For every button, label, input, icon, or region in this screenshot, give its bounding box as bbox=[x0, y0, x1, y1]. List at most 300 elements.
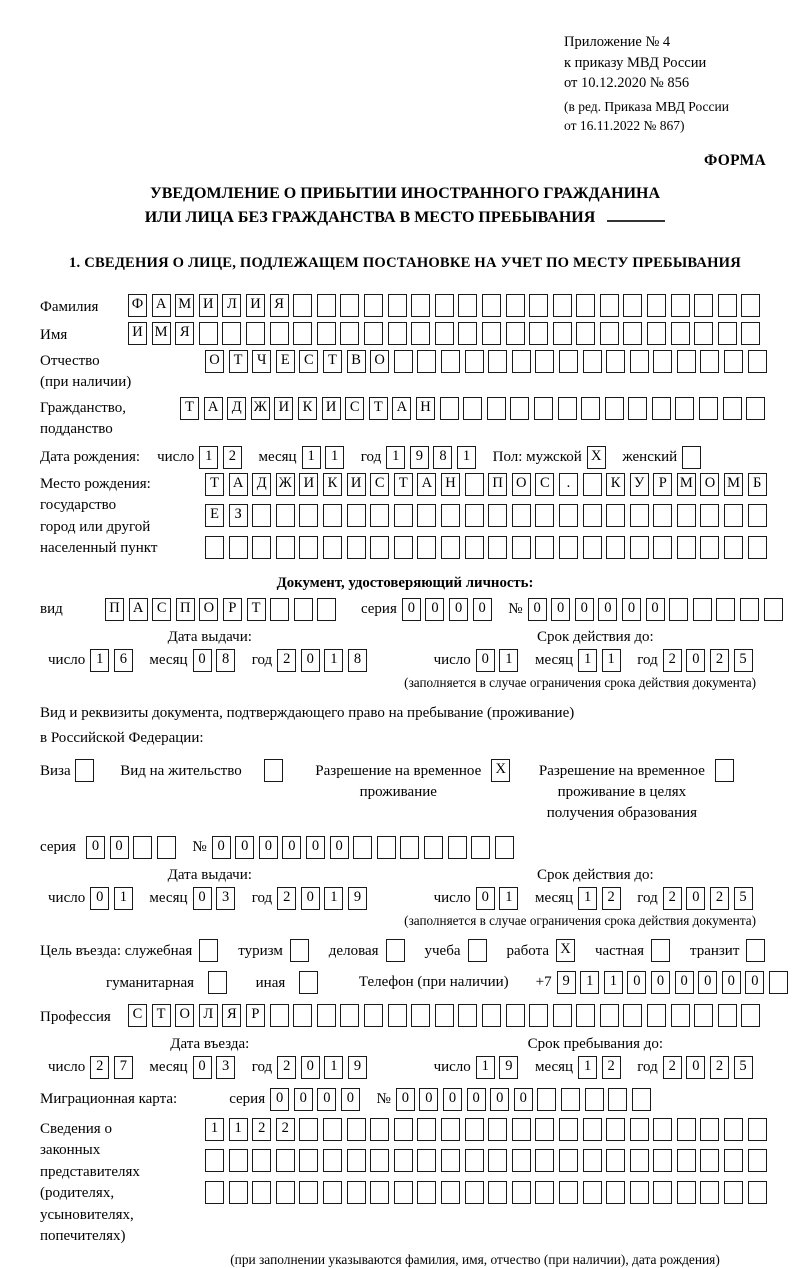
char-box[interactable]: 0 bbox=[396, 1088, 415, 1111]
char-box[interactable] bbox=[748, 504, 767, 527]
char-box[interactable] bbox=[529, 322, 548, 345]
char-box[interactable] bbox=[388, 294, 407, 317]
char-box[interactable] bbox=[630, 504, 649, 527]
char-box[interactable] bbox=[323, 1149, 342, 1172]
char-box[interactable] bbox=[270, 322, 289, 345]
char-box[interactable] bbox=[741, 294, 760, 317]
char-box[interactable]: X bbox=[556, 939, 575, 962]
char-box[interactable] bbox=[294, 598, 313, 621]
char-box[interactable]: 2 bbox=[663, 1056, 682, 1079]
char-box[interactable]: 0 bbox=[651, 971, 670, 994]
char-box[interactable]: 2 bbox=[602, 1056, 621, 1079]
char-box[interactable] bbox=[606, 1118, 625, 1141]
char-box[interactable]: Л bbox=[199, 1004, 218, 1027]
char-box[interactable] bbox=[559, 536, 578, 559]
char-box[interactable]: 0 bbox=[425, 598, 444, 621]
char-box[interactable]: 0 bbox=[301, 887, 320, 910]
char-box[interactable]: 9 bbox=[557, 971, 576, 994]
char-box[interactable] bbox=[347, 1118, 366, 1141]
char-box[interactable] bbox=[487, 397, 506, 420]
char-box[interactable] bbox=[299, 1149, 318, 1172]
char-box[interactable] bbox=[340, 1004, 359, 1027]
char-box[interactable]: 1 bbox=[578, 887, 597, 910]
char-box[interactable] bbox=[724, 350, 743, 373]
char-box[interactable] bbox=[370, 1149, 389, 1172]
char-box[interactable]: 0 bbox=[686, 1056, 705, 1079]
char-box[interactable]: А bbox=[229, 473, 248, 496]
char-box[interactable]: П bbox=[488, 473, 507, 496]
char-box[interactable] bbox=[585, 1088, 604, 1111]
char-box[interactable] bbox=[741, 1004, 760, 1027]
char-box[interactable]: 0 bbox=[193, 887, 212, 910]
char-box[interactable]: 1 bbox=[324, 1056, 343, 1079]
char-box[interactable]: 0 bbox=[745, 971, 764, 994]
char-box[interactable] bbox=[677, 536, 696, 559]
char-box[interactable]: 2 bbox=[710, 1056, 729, 1079]
char-box[interactable]: М bbox=[677, 473, 696, 496]
char-box[interactable]: 6 bbox=[114, 649, 133, 672]
char-box[interactable] bbox=[718, 294, 737, 317]
char-box[interactable] bbox=[199, 322, 218, 345]
char-box[interactable] bbox=[465, 350, 484, 373]
char-box[interactable] bbox=[559, 1118, 578, 1141]
char-box[interactable]: 0 bbox=[722, 971, 741, 994]
char-box[interactable]: 2 bbox=[252, 1118, 271, 1141]
char-box[interactable]: 1 bbox=[476, 1056, 495, 1079]
char-box[interactable] bbox=[394, 350, 413, 373]
char-box[interactable] bbox=[488, 536, 507, 559]
char-box[interactable]: 2 bbox=[663, 649, 682, 672]
char-box[interactable] bbox=[424, 836, 443, 859]
char-box[interactable]: К bbox=[606, 473, 625, 496]
char-box[interactable] bbox=[482, 322, 501, 345]
char-box[interactable]: 0 bbox=[259, 836, 278, 859]
char-box[interactable]: 8 bbox=[433, 446, 452, 469]
char-box[interactable] bbox=[364, 294, 383, 317]
char-box[interactable] bbox=[394, 504, 413, 527]
char-box[interactable] bbox=[417, 536, 436, 559]
char-box[interactable]: 1 bbox=[205, 1118, 224, 1141]
char-box[interactable] bbox=[700, 1149, 719, 1172]
char-box[interactable]: 2 bbox=[277, 649, 296, 672]
char-box[interactable]: 0 bbox=[646, 598, 665, 621]
char-box[interactable] bbox=[699, 397, 718, 420]
char-box[interactable] bbox=[718, 1004, 737, 1027]
char-box[interactable]: 0 bbox=[622, 598, 641, 621]
char-box[interactable]: 0 bbox=[235, 836, 254, 859]
char-box[interactable]: Д bbox=[227, 397, 246, 420]
char-box[interactable]: К bbox=[298, 397, 317, 420]
char-box[interactable] bbox=[606, 1181, 625, 1204]
char-box[interactable] bbox=[370, 1118, 389, 1141]
char-box[interactable] bbox=[583, 1118, 602, 1141]
char-box[interactable]: А bbox=[392, 397, 411, 420]
char-box[interactable]: С bbox=[535, 473, 554, 496]
char-box[interactable] bbox=[559, 1149, 578, 1172]
char-box[interactable] bbox=[353, 836, 372, 859]
char-box[interactable]: И bbox=[274, 397, 293, 420]
char-box[interactable] bbox=[293, 294, 312, 317]
char-box[interactable] bbox=[559, 504, 578, 527]
char-box[interactable]: 0 bbox=[476, 649, 495, 672]
char-box[interactable] bbox=[700, 1181, 719, 1204]
char-box[interactable] bbox=[417, 504, 436, 527]
char-box[interactable] bbox=[653, 350, 672, 373]
char-box[interactable]: 1 bbox=[580, 971, 599, 994]
char-box[interactable] bbox=[299, 504, 318, 527]
char-box[interactable] bbox=[630, 350, 649, 373]
char-box[interactable] bbox=[482, 294, 501, 317]
char-box[interactable] bbox=[463, 397, 482, 420]
char-box[interactable]: 0 bbox=[419, 1088, 438, 1111]
char-box[interactable]: 2 bbox=[710, 649, 729, 672]
char-box[interactable]: X bbox=[587, 446, 606, 469]
char-box[interactable]: Ф bbox=[128, 294, 147, 317]
char-box[interactable]: 0 bbox=[473, 598, 492, 621]
char-box[interactable] bbox=[600, 294, 619, 317]
char-box[interactable] bbox=[299, 1118, 318, 1141]
char-box[interactable]: 0 bbox=[341, 1088, 360, 1111]
char-box[interactable]: 0 bbox=[330, 836, 349, 859]
char-box[interactable] bbox=[559, 1181, 578, 1204]
char-box[interactable]: 2 bbox=[276, 1118, 295, 1141]
char-box[interactable]: П bbox=[105, 598, 124, 621]
char-box[interactable]: 9 bbox=[348, 887, 367, 910]
char-box[interactable] bbox=[623, 294, 642, 317]
char-box[interactable] bbox=[229, 1149, 248, 1172]
char-box[interactable] bbox=[748, 1118, 767, 1141]
char-box[interactable]: 0 bbox=[449, 598, 468, 621]
char-box[interactable] bbox=[317, 294, 336, 317]
char-box[interactable] bbox=[623, 1004, 642, 1027]
char-box[interactable] bbox=[323, 1181, 342, 1204]
char-box[interactable] bbox=[347, 1181, 366, 1204]
char-box[interactable]: С bbox=[370, 473, 389, 496]
char-box[interactable] bbox=[628, 397, 647, 420]
char-box[interactable] bbox=[252, 504, 271, 527]
char-box[interactable] bbox=[299, 536, 318, 559]
char-box[interactable] bbox=[512, 536, 531, 559]
char-box[interactable]: 0 bbox=[193, 1056, 212, 1079]
char-box[interactable] bbox=[653, 1149, 672, 1172]
char-box[interactable]: Р bbox=[653, 473, 672, 496]
char-box[interactable] bbox=[675, 397, 694, 420]
char-box[interactable] bbox=[465, 1181, 484, 1204]
char-box[interactable] bbox=[700, 536, 719, 559]
char-box[interactable] bbox=[411, 294, 430, 317]
char-box[interactable] bbox=[558, 397, 577, 420]
char-box[interactable] bbox=[435, 322, 454, 345]
char-box[interactable] bbox=[506, 294, 525, 317]
char-box[interactable] bbox=[441, 350, 460, 373]
char-box[interactable] bbox=[583, 473, 602, 496]
char-box[interactable] bbox=[583, 504, 602, 527]
char-box[interactable]: А bbox=[129, 598, 148, 621]
char-box[interactable]: 0 bbox=[575, 598, 594, 621]
char-box[interactable] bbox=[535, 1181, 554, 1204]
char-box[interactable] bbox=[276, 1181, 295, 1204]
char-box[interactable]: Р bbox=[223, 598, 242, 621]
char-box[interactable]: 2 bbox=[277, 887, 296, 910]
char-box[interactable]: 0 bbox=[212, 836, 231, 859]
char-box[interactable] bbox=[512, 1118, 531, 1141]
char-box[interactable]: Ж bbox=[276, 473, 295, 496]
char-box[interactable] bbox=[199, 939, 218, 962]
char-box[interactable] bbox=[669, 598, 688, 621]
char-box[interactable]: 0 bbox=[476, 887, 495, 910]
char-box[interactable]: Д bbox=[252, 473, 271, 496]
char-box[interactable] bbox=[677, 504, 696, 527]
char-box[interactable]: П bbox=[176, 598, 195, 621]
char-box[interactable]: А bbox=[152, 294, 171, 317]
char-box[interactable] bbox=[377, 836, 396, 859]
char-box[interactable]: О bbox=[700, 473, 719, 496]
char-box[interactable] bbox=[435, 294, 454, 317]
char-box[interactable] bbox=[435, 1004, 454, 1027]
char-box[interactable] bbox=[576, 1004, 595, 1027]
char-box[interactable]: 1 bbox=[499, 887, 518, 910]
char-box[interactable]: А bbox=[204, 397, 223, 420]
char-box[interactable]: 5 bbox=[734, 649, 753, 672]
char-box[interactable]: Я bbox=[270, 294, 289, 317]
char-box[interactable] bbox=[411, 1004, 430, 1027]
char-box[interactable] bbox=[677, 1181, 696, 1204]
char-box[interactable] bbox=[252, 1149, 271, 1172]
char-box[interactable]: Р bbox=[246, 1004, 265, 1027]
char-box[interactable]: 0 bbox=[698, 971, 717, 994]
char-box[interactable] bbox=[246, 322, 265, 345]
char-box[interactable] bbox=[677, 350, 696, 373]
char-box[interactable] bbox=[553, 1004, 572, 1027]
char-box[interactable] bbox=[653, 536, 672, 559]
char-box[interactable] bbox=[370, 536, 389, 559]
char-box[interactable] bbox=[647, 1004, 666, 1027]
char-box[interactable]: Н bbox=[416, 397, 435, 420]
char-box[interactable] bbox=[718, 322, 737, 345]
char-box[interactable] bbox=[512, 504, 531, 527]
char-box[interactable]: С bbox=[345, 397, 364, 420]
char-box[interactable] bbox=[394, 1149, 413, 1172]
char-box[interactable]: 0 bbox=[110, 836, 129, 859]
char-box[interactable] bbox=[600, 1004, 619, 1027]
char-box[interactable] bbox=[553, 294, 572, 317]
char-box[interactable]: 1 bbox=[578, 649, 597, 672]
char-box[interactable]: И bbox=[347, 473, 366, 496]
char-box[interactable]: Т bbox=[394, 473, 413, 496]
char-box[interactable] bbox=[465, 536, 484, 559]
char-box[interactable] bbox=[317, 322, 336, 345]
char-box[interactable] bbox=[529, 1004, 548, 1027]
char-box[interactable] bbox=[723, 397, 742, 420]
char-box[interactable] bbox=[317, 598, 336, 621]
char-box[interactable] bbox=[746, 397, 765, 420]
char-box[interactable]: К bbox=[323, 473, 342, 496]
char-box[interactable] bbox=[276, 504, 295, 527]
char-box[interactable]: X bbox=[491, 759, 510, 782]
char-box[interactable] bbox=[482, 1004, 501, 1027]
char-box[interactable]: 0 bbox=[490, 1088, 509, 1111]
char-box[interactable]: И bbox=[199, 294, 218, 317]
char-box[interactable] bbox=[724, 1181, 743, 1204]
char-box[interactable] bbox=[205, 536, 224, 559]
blank-underline[interactable] bbox=[607, 206, 665, 222]
char-box[interactable] bbox=[740, 598, 759, 621]
char-box[interactable] bbox=[653, 1118, 672, 1141]
char-box[interactable] bbox=[606, 1149, 625, 1172]
char-box[interactable] bbox=[290, 939, 309, 962]
char-box[interactable]: С bbox=[152, 598, 171, 621]
char-box[interactable] bbox=[370, 504, 389, 527]
char-box[interactable] bbox=[448, 836, 467, 859]
char-box[interactable] bbox=[581, 397, 600, 420]
char-box[interactable] bbox=[465, 504, 484, 527]
char-box[interactable] bbox=[276, 536, 295, 559]
char-box[interactable] bbox=[441, 1118, 460, 1141]
char-box[interactable] bbox=[388, 1004, 407, 1027]
char-box[interactable] bbox=[323, 536, 342, 559]
char-box[interactable] bbox=[537, 1088, 556, 1111]
char-box[interactable] bbox=[647, 294, 666, 317]
char-box[interactable] bbox=[653, 504, 672, 527]
char-box[interactable]: Л bbox=[222, 294, 241, 317]
char-box[interactable] bbox=[252, 536, 271, 559]
char-box[interactable] bbox=[506, 322, 525, 345]
char-box[interactable] bbox=[394, 1118, 413, 1141]
char-box[interactable]: . bbox=[559, 473, 578, 496]
char-box[interactable]: Т bbox=[247, 598, 266, 621]
char-box[interactable] bbox=[534, 397, 553, 420]
char-box[interactable]: М bbox=[724, 473, 743, 496]
char-box[interactable] bbox=[323, 504, 342, 527]
char-box[interactable]: 1 bbox=[199, 446, 218, 469]
char-box[interactable]: 0 bbox=[294, 1088, 313, 1111]
char-box[interactable] bbox=[647, 322, 666, 345]
char-box[interactable] bbox=[347, 1149, 366, 1172]
char-box[interactable] bbox=[458, 1004, 477, 1027]
char-box[interactable]: Ч bbox=[252, 350, 271, 373]
char-box[interactable]: 2 bbox=[710, 887, 729, 910]
char-box[interactable] bbox=[769, 971, 788, 994]
char-box[interactable]: 0 bbox=[306, 836, 325, 859]
char-box[interactable]: А bbox=[417, 473, 436, 496]
char-box[interactable]: 0 bbox=[627, 971, 646, 994]
char-box[interactable] bbox=[386, 939, 405, 962]
char-box[interactable] bbox=[458, 322, 477, 345]
char-box[interactable] bbox=[700, 504, 719, 527]
char-box[interactable] bbox=[576, 322, 595, 345]
char-box[interactable]: 2 bbox=[90, 1056, 109, 1079]
char-box[interactable] bbox=[370, 1181, 389, 1204]
char-box[interactable]: 5 bbox=[734, 887, 753, 910]
char-box[interactable] bbox=[222, 322, 241, 345]
char-box[interactable] bbox=[715, 759, 734, 782]
char-box[interactable]: Я bbox=[175, 322, 194, 345]
char-box[interactable]: 1 bbox=[499, 649, 518, 672]
char-box[interactable]: 0 bbox=[551, 598, 570, 621]
char-box[interactable] bbox=[746, 939, 765, 962]
char-box[interactable] bbox=[347, 536, 366, 559]
char-box[interactable] bbox=[388, 322, 407, 345]
char-box[interactable] bbox=[229, 1181, 248, 1204]
char-box[interactable]: И bbox=[299, 473, 318, 496]
char-box[interactable] bbox=[510, 397, 529, 420]
char-box[interactable] bbox=[441, 1181, 460, 1204]
char-box[interactable] bbox=[270, 1004, 289, 1027]
char-box[interactable] bbox=[229, 536, 248, 559]
char-box[interactable]: 2 bbox=[602, 887, 621, 910]
char-box[interactable] bbox=[411, 322, 430, 345]
char-box[interactable] bbox=[630, 1118, 649, 1141]
char-box[interactable]: 9 bbox=[348, 1056, 367, 1079]
char-box[interactable] bbox=[694, 1004, 713, 1027]
char-box[interactable] bbox=[700, 1118, 719, 1141]
char-box[interactable]: 1 bbox=[325, 446, 344, 469]
char-box[interactable]: О bbox=[175, 1004, 194, 1027]
char-box[interactable]: 1 bbox=[457, 446, 476, 469]
char-box[interactable]: И bbox=[322, 397, 341, 420]
char-box[interactable] bbox=[677, 1149, 696, 1172]
char-box[interactable]: 0 bbox=[686, 649, 705, 672]
char-box[interactable] bbox=[583, 536, 602, 559]
char-box[interactable]: М bbox=[175, 294, 194, 317]
char-box[interactable] bbox=[323, 1118, 342, 1141]
char-box[interactable] bbox=[468, 939, 487, 962]
char-box[interactable]: 0 bbox=[193, 649, 212, 672]
char-box[interactable] bbox=[270, 598, 289, 621]
char-box[interactable]: 3 bbox=[216, 1056, 235, 1079]
char-box[interactable] bbox=[748, 1149, 767, 1172]
char-box[interactable]: 0 bbox=[86, 836, 105, 859]
char-box[interactable] bbox=[364, 1004, 383, 1027]
char-box[interactable]: Т bbox=[323, 350, 342, 373]
char-box[interactable] bbox=[606, 350, 625, 373]
char-box[interactable] bbox=[724, 504, 743, 527]
char-box[interactable] bbox=[694, 294, 713, 317]
char-box[interactable]: Ж bbox=[251, 397, 270, 420]
char-box[interactable]: Я bbox=[222, 1004, 241, 1027]
char-box[interactable] bbox=[748, 536, 767, 559]
char-box[interactable]: 9 bbox=[410, 446, 429, 469]
char-box[interactable]: Н bbox=[441, 473, 460, 496]
char-box[interactable]: 5 bbox=[734, 1056, 753, 1079]
char-box[interactable]: 1 bbox=[578, 1056, 597, 1079]
char-box[interactable] bbox=[276, 1149, 295, 1172]
char-box[interactable] bbox=[441, 1149, 460, 1172]
char-box[interactable] bbox=[364, 322, 383, 345]
char-box[interactable] bbox=[630, 1149, 649, 1172]
char-box[interactable]: В bbox=[347, 350, 366, 373]
char-box[interactable]: 0 bbox=[686, 887, 705, 910]
char-box[interactable] bbox=[417, 1118, 436, 1141]
char-box[interactable] bbox=[559, 350, 578, 373]
char-box[interactable] bbox=[299, 971, 318, 994]
char-box[interactable] bbox=[748, 1181, 767, 1204]
char-box[interactable] bbox=[400, 836, 419, 859]
char-box[interactable] bbox=[133, 836, 152, 859]
char-box[interactable] bbox=[252, 1181, 271, 1204]
char-box[interactable] bbox=[208, 971, 227, 994]
char-box[interactable]: С bbox=[128, 1004, 147, 1027]
char-box[interactable] bbox=[535, 1118, 554, 1141]
char-box[interactable]: 1 bbox=[604, 971, 623, 994]
char-box[interactable]: 2 bbox=[663, 887, 682, 910]
char-box[interactable]: 1 bbox=[324, 649, 343, 672]
char-box[interactable] bbox=[606, 536, 625, 559]
char-box[interactable] bbox=[748, 350, 767, 373]
char-box[interactable] bbox=[471, 836, 490, 859]
char-box[interactable] bbox=[340, 322, 359, 345]
char-box[interactable] bbox=[417, 1181, 436, 1204]
